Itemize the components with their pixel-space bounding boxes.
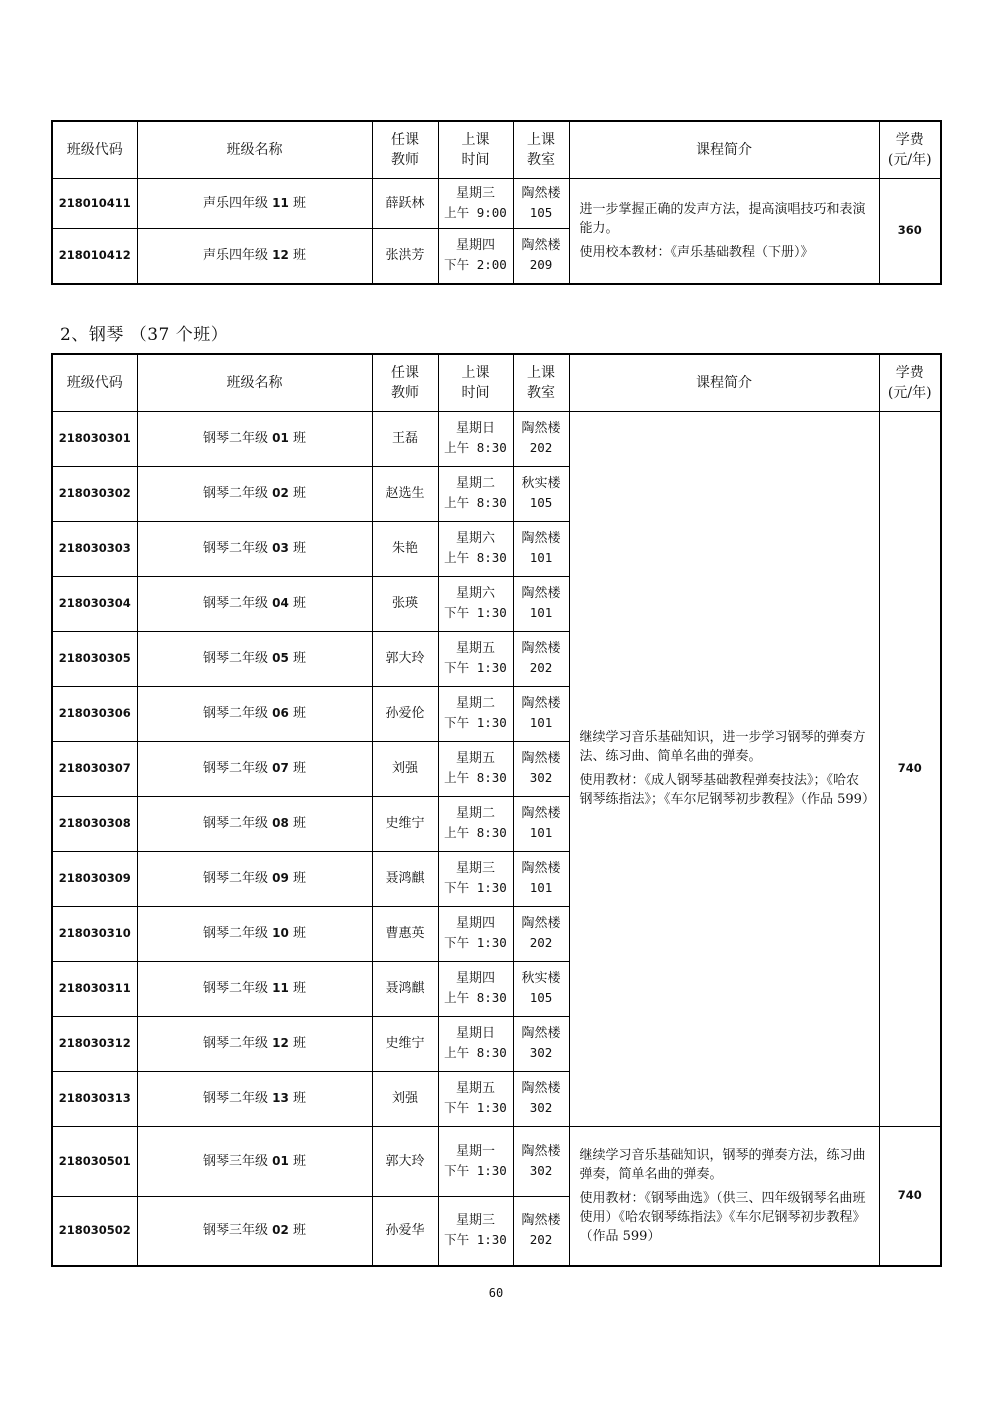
class-time: 星期五 上午 8:30 [438, 741, 513, 796]
class-code: 218030307 [52, 741, 137, 796]
class-time: 星期三 下午 1:30 [438, 1196, 513, 1266]
page-number: 60 [488, 1286, 504, 1300]
classroom: 陶然楼 302 [513, 741, 569, 796]
course-intro: 继续学习音乐基础知识，进一步学习钢琴的弹奏方法、练习曲、简单名曲的弹奏。 使用教材：《成人钢琴基础教程弹奏技法》；《哈农钢琴练指法》；《车尔尼钢琴初步教程》（作品 599） [569, 411, 879, 1126]
class-name: 钢琴二年级 06 班 [137, 686, 372, 741]
class-time: 星期五 下午 1:30 [438, 1071, 513, 1126]
classroom: 陶然楼 209 [513, 228, 569, 284]
teacher-name: 郭大玲 [372, 631, 438, 686]
class-time: 星期日 上午 8:30 [438, 1016, 513, 1071]
header-code: 班级代码 [52, 354, 137, 411]
teacher-name: 赵选生 [372, 466, 438, 521]
class-name: 钢琴三年级 02 班 [137, 1196, 372, 1266]
table-row [52, 178, 941, 228]
classroom: 陶然楼 101 [513, 796, 569, 851]
teacher-name: 孙爱华 [372, 1196, 438, 1266]
class-time: 星期二 上午 8:30 [438, 796, 513, 851]
table-row [52, 1126, 941, 1196]
section-heading: 2、钢琴 （37 个班） [60, 325, 229, 345]
header-time: 上课 时间 [438, 354, 513, 411]
classroom: 秋实楼 105 [513, 961, 569, 1016]
teacher-name: 薛跃林 [372, 178, 438, 228]
classroom: 陶然楼 202 [513, 411, 569, 466]
class-code: 218030502 [52, 1196, 137, 1266]
class-code: 218010412 [52, 228, 137, 284]
class-code: 218030305 [52, 631, 137, 686]
class-code: 218030301 [52, 411, 137, 466]
class-name: 声乐四年级 12 班 [137, 228, 372, 284]
header-intro: 课程简介 [569, 121, 879, 178]
piano-course-table [51, 353, 942, 1267]
class-name: 钢琴二年级 11 班 [137, 961, 372, 1016]
class-code: 218030306 [52, 686, 137, 741]
class-name: 钢琴二年级 08 班 [137, 796, 372, 851]
class-name: 钢琴三年级 01 班 [137, 1126, 372, 1196]
header-room: 上课 教室 [513, 354, 569, 411]
tuition-fee: 740 [879, 1126, 941, 1266]
class-code: 218030308 [52, 796, 137, 851]
class-name: 钢琴二年级 03 班 [137, 521, 372, 576]
classroom: 陶然楼 302 [513, 1071, 569, 1126]
class-name: 钢琴二年级 09 班 [137, 851, 372, 906]
tuition-fee: 740 [879, 411, 941, 1126]
class-code: 218030313 [52, 1071, 137, 1126]
classroom: 陶然楼 202 [513, 1196, 569, 1266]
classroom: 陶然楼 101 [513, 851, 569, 906]
class-time: 星期一 下午 1:30 [438, 1126, 513, 1196]
teacher-name: 曹惠英 [372, 906, 438, 961]
class-name: 钢琴二年级 12 班 [137, 1016, 372, 1071]
teacher-name: 聂鸿麒 [372, 851, 438, 906]
class-time: 星期日 上午 8:30 [438, 411, 513, 466]
table-header-row [52, 121, 941, 178]
classroom: 陶然楼 202 [513, 906, 569, 961]
class-name: 钢琴二年级 02 班 [137, 466, 372, 521]
classroom: 陶然楼 105 [513, 178, 569, 228]
teacher-name: 王磊 [372, 411, 438, 466]
class-code: 218030501 [52, 1126, 137, 1196]
table-header-row [52, 354, 941, 411]
header-name: 班级名称 [137, 121, 372, 178]
header-time: 上课 时间 [438, 121, 513, 178]
teacher-name: 刘强 [372, 741, 438, 796]
class-code: 218010411 [52, 178, 137, 228]
teacher-name: 聂鸿麒 [372, 961, 438, 1016]
teacher-name: 孙爱伦 [372, 686, 438, 741]
class-name: 钢琴二年级 10 班 [137, 906, 372, 961]
classroom: 陶然楼 101 [513, 686, 569, 741]
class-time: 星期二 上午 8:30 [438, 466, 513, 521]
class-code: 218030310 [52, 906, 137, 961]
class-time: 星期三 下午 1:30 [438, 851, 513, 906]
class-name: 钢琴二年级 04 班 [137, 576, 372, 631]
class-time: 星期四 下午 1:30 [438, 906, 513, 961]
class-name: 声乐四年级 11 班 [137, 178, 372, 228]
header-intro: 课程简介 [569, 354, 879, 411]
classroom: 陶然楼 101 [513, 576, 569, 631]
class-code: 218030302 [52, 466, 137, 521]
header-code: 班级代码 [52, 121, 137, 178]
classroom: 陶然楼 302 [513, 1126, 569, 1196]
class-time: 星期六 下午 1:30 [438, 576, 513, 631]
teacher-name: 张洪芳 [372, 228, 438, 284]
course-intro: 继续学习音乐基础知识，钢琴的弹奏方法，练习曲弹奏，简单名曲的弹奏。 使用教材：《钢琴曲选》（供三、四年级钢琴名曲班使用）《哈农钢琴练指法》《车尔尼钢琴初步教程》（作品 599） [569, 1126, 879, 1266]
classroom: 陶然楼 302 [513, 1016, 569, 1071]
classroom: 秋实楼 105 [513, 466, 569, 521]
classroom: 陶然楼 202 [513, 631, 569, 686]
vocal-course-table [51, 120, 942, 285]
header-teacher: 任课 教师 [372, 354, 438, 411]
class-name: 钢琴二年级 13 班 [137, 1071, 372, 1126]
teacher-name: 史维宁 [372, 1016, 438, 1071]
class-name: 钢琴二年级 05 班 [137, 631, 372, 686]
class-time: 星期三 上午 9:00 [438, 178, 513, 228]
teacher-name: 刘强 [372, 1071, 438, 1126]
class-name: 钢琴二年级 01 班 [137, 411, 372, 466]
teacher-name: 朱艳 [372, 521, 438, 576]
header-name: 班级名称 [137, 354, 372, 411]
header-teacher: 任课 教师 [372, 121, 438, 178]
header-fee: 学费 (元/年) [879, 354, 941, 411]
class-code: 218030312 [52, 1016, 137, 1071]
class-code: 218030309 [52, 851, 137, 906]
tuition-fee: 360 [879, 178, 941, 284]
header-room: 上课 教室 [513, 121, 569, 178]
class-time: 星期六 上午 8:30 [438, 521, 513, 576]
table-row [52, 411, 941, 466]
class-code: 218030303 [52, 521, 137, 576]
teacher-name: 张瑛 [372, 576, 438, 631]
teacher-name: 史维宁 [372, 796, 438, 851]
class-time: 星期四 上午 8:30 [438, 961, 513, 1016]
class-time: 星期二 下午 1:30 [438, 686, 513, 741]
class-time: 星期五 下午 1:30 [438, 631, 513, 686]
header-fee: 学费 (元/年) [879, 121, 941, 178]
class-time: 星期四 下午 2:00 [438, 228, 513, 284]
course-intro: 进一步掌握正确的发声方法，提高演唱技巧和表演能力。 使用校本教材：《声乐基础教程（下册）》 [569, 178, 879, 284]
class-code: 218030304 [52, 576, 137, 631]
class-code: 218030311 [52, 961, 137, 1016]
teacher-name: 郭大玲 [372, 1126, 438, 1196]
classroom: 陶然楼 101 [513, 521, 569, 576]
class-name: 钢琴二年级 07 班 [137, 741, 372, 796]
